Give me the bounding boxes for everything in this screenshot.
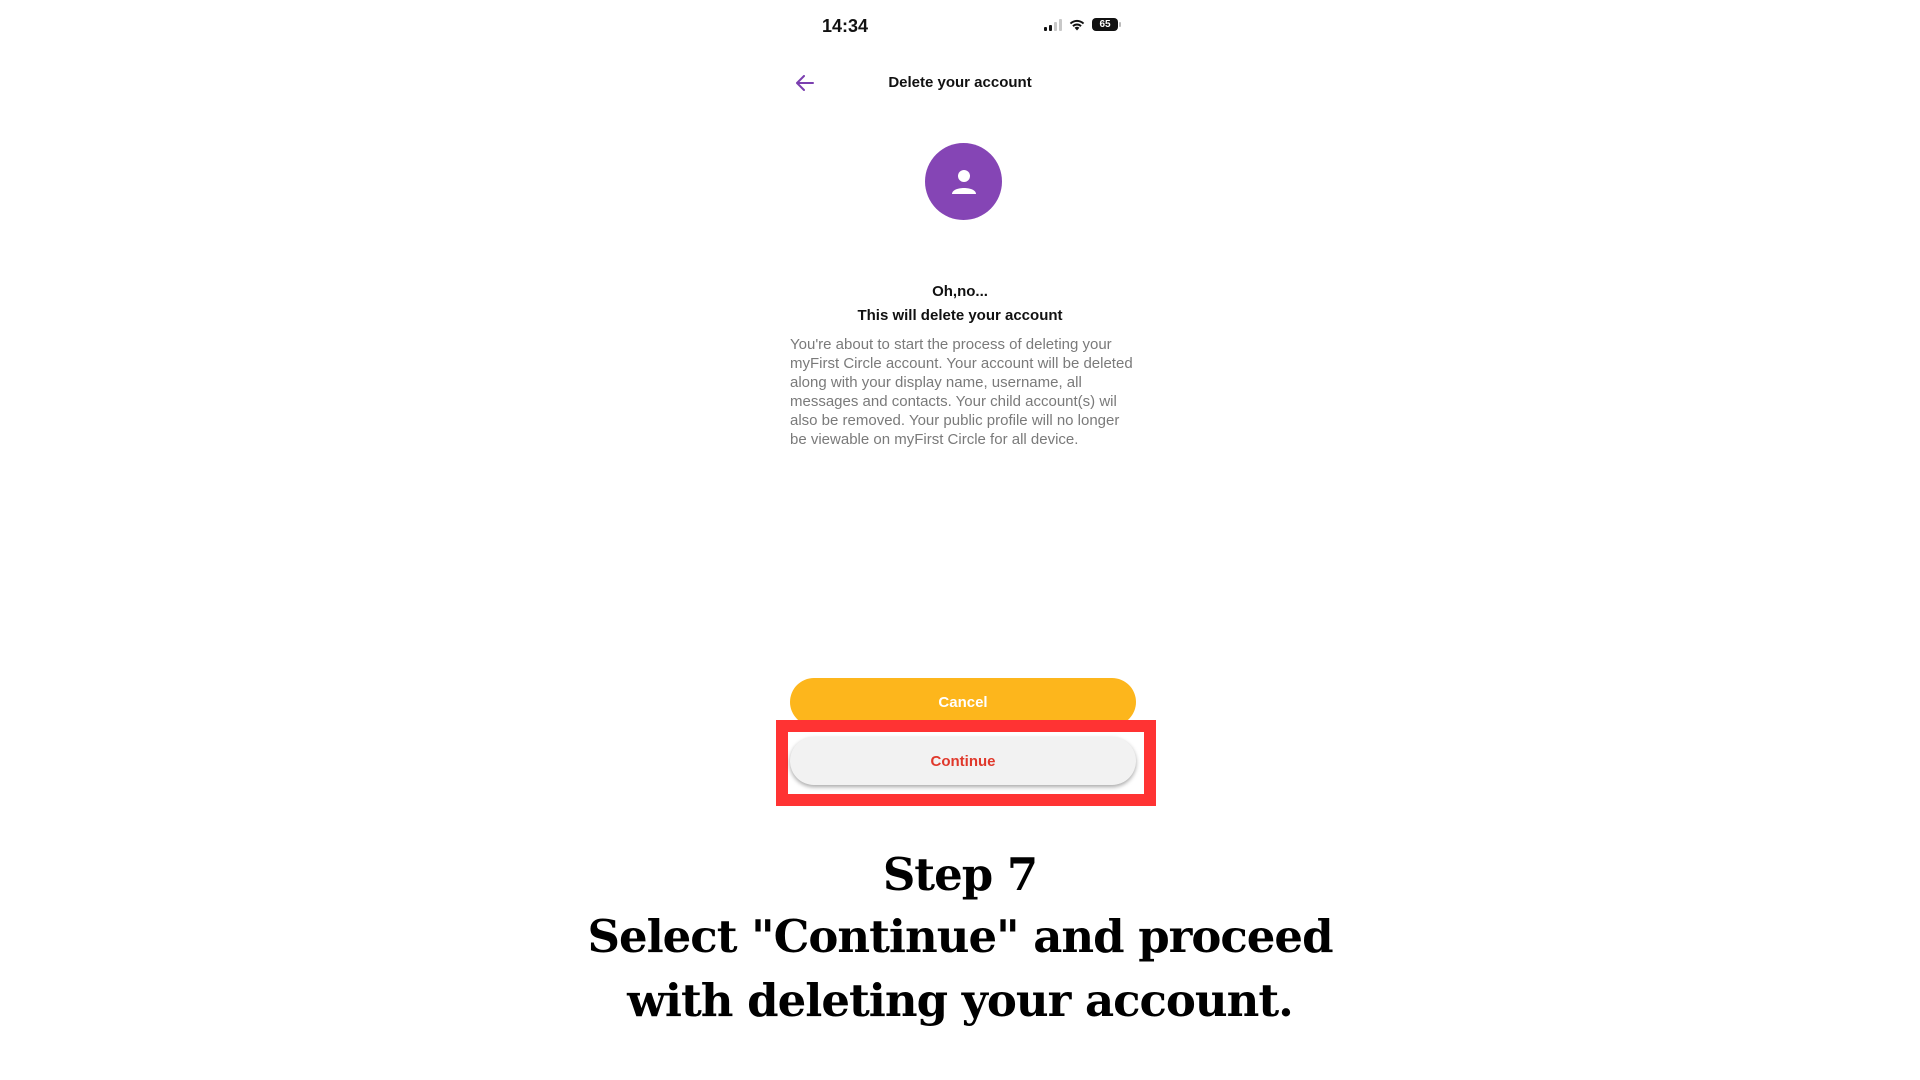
battery-icon (1092, 18, 1118, 31)
caption-step: Step 7 (882, 848, 1038, 901)
status-time: 14:34 (822, 16, 869, 36)
warning-subheading: This will delete your account (857, 307, 1063, 324)
page-title (0, 74, 1920, 91)
caption-instruction-line1: Select "Continue" and proceed (587, 910, 1333, 963)
status-icons (1044, 18, 1118, 31)
page-title-text: Delete your account (888, 74, 1032, 91)
warning-body-text: You're about to start the process of deleting your myFirst Circle account. Your account will be deleted along with your display name, username, all messages and contacts. Your child account(s) wil also be removed. Your public profile will no longer be viewable on myFirst Circle for all device. (790, 336, 1133, 448)
cancel-button[interactable]: Cancel (790, 678, 1136, 726)
wifi-icon (1068, 18, 1086, 31)
caption-instruction-line2: with deleting your account. (627, 974, 1293, 1027)
person-icon (949, 167, 979, 197)
signal-icon (1044, 19, 1062, 31)
continue-button[interactable]: Continue (790, 737, 1136, 785)
battery-level: 65 (1099, 19, 1111, 30)
avatar (925, 143, 1002, 220)
warning-heading: Oh,no... (932, 283, 988, 300)
